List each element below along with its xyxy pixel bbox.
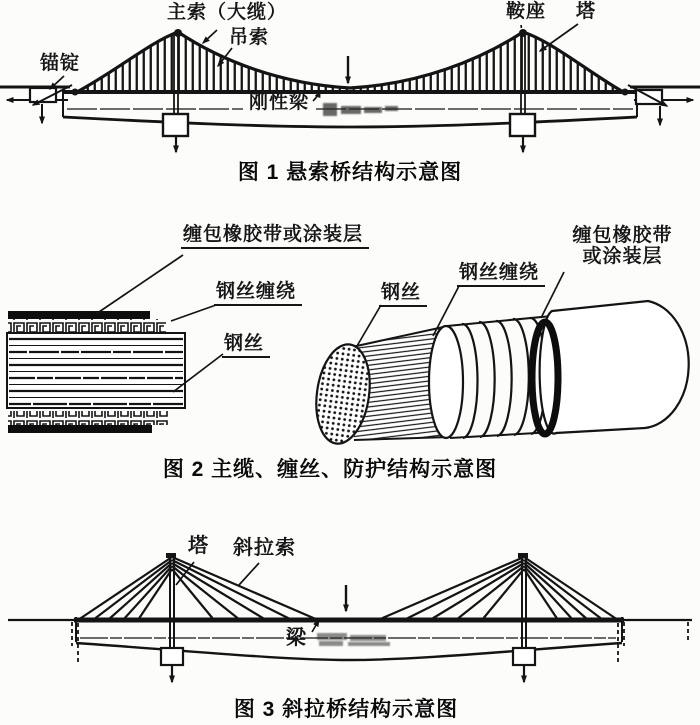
wire-winding-bottom: [8, 411, 168, 425]
label-main-cable: 主索（大缆）: [167, 2, 288, 23]
label-tower: 塔: [576, 1, 597, 22]
wire-body: [7, 333, 185, 408]
figure2-caption: 图 2 主缆、缠丝、防护结构示意图: [162, 458, 498, 481]
leader-main-cable: [203, 30, 217, 43]
left-anchorage: [0, 85, 72, 123]
label-saddle: 鞍座: [506, 1, 547, 22]
label-wrap-left: 缠包橡胶带或涂装层: [181, 225, 369, 249]
longitudinal-section: [7, 311, 185, 433]
print-smudge: [317, 633, 390, 646]
winding-lip: [429, 326, 463, 438]
cable-stayed-drawing: [0, 490, 700, 725]
label-anchor: 锚锭: [40, 53, 81, 74]
figure1-suspension-bridge: [0, 0, 700, 195]
leader-wrap-left: [96, 255, 183, 314]
deck: [74, 617, 624, 660]
wire-winding-top: [8, 319, 166, 333]
outer-wrap-cylinder: [540, 301, 689, 434]
leader-saddle: [521, 25, 522, 32]
leader-tower: [540, 24, 578, 51]
label-wire-right: 钢丝: [379, 283, 427, 307]
label-beam: 梁: [286, 627, 307, 649]
label-winding-left: 钢丝缠绕: [214, 282, 302, 306]
right-anchorage: [628, 85, 700, 125]
label-wrap-right-line1: 缠包橡胶带: [572, 225, 673, 246]
figure1-caption: 图 1 悬索桥结构示意图: [237, 161, 463, 184]
cable-3d: [310, 301, 688, 447]
cable-sections: [7, 255, 689, 447]
label-stiff-beam: 刚性梁: [249, 92, 310, 113]
label-wire-left: 钢丝: [222, 334, 270, 358]
label-hanger: 吊索: [229, 27, 270, 48]
left-tower-stay-cables: [78, 557, 318, 620]
bridge-structure: [0, 24, 700, 152]
leader-stay-cable: [239, 563, 259, 585]
rubber-band-bottom: [8, 425, 152, 433]
right-tower-stay-cables: [378, 557, 618, 620]
bridge-structure: [8, 553, 692, 682]
label-winding-right: 钢丝缠绕: [457, 263, 545, 287]
print-smudge: [323, 103, 398, 116]
figure3-caption: 图 3 斜拉桥结构示意图: [233, 698, 459, 721]
rubber-band-top: [8, 311, 150, 319]
figure2-cable-structure: [0, 195, 700, 490]
leader-wire-right: [357, 305, 381, 346]
leader-winding-left: [171, 305, 216, 321]
label-stay-cable: 斜拉索: [233, 537, 296, 559]
label-wrap-right: [560, 226, 685, 268]
figure3-cable-stayed-bridge: [0, 490, 700, 725]
label-wrap-right-line2: 或涂装层: [582, 245, 663, 267]
label-tower: 塔: [188, 535, 209, 557]
